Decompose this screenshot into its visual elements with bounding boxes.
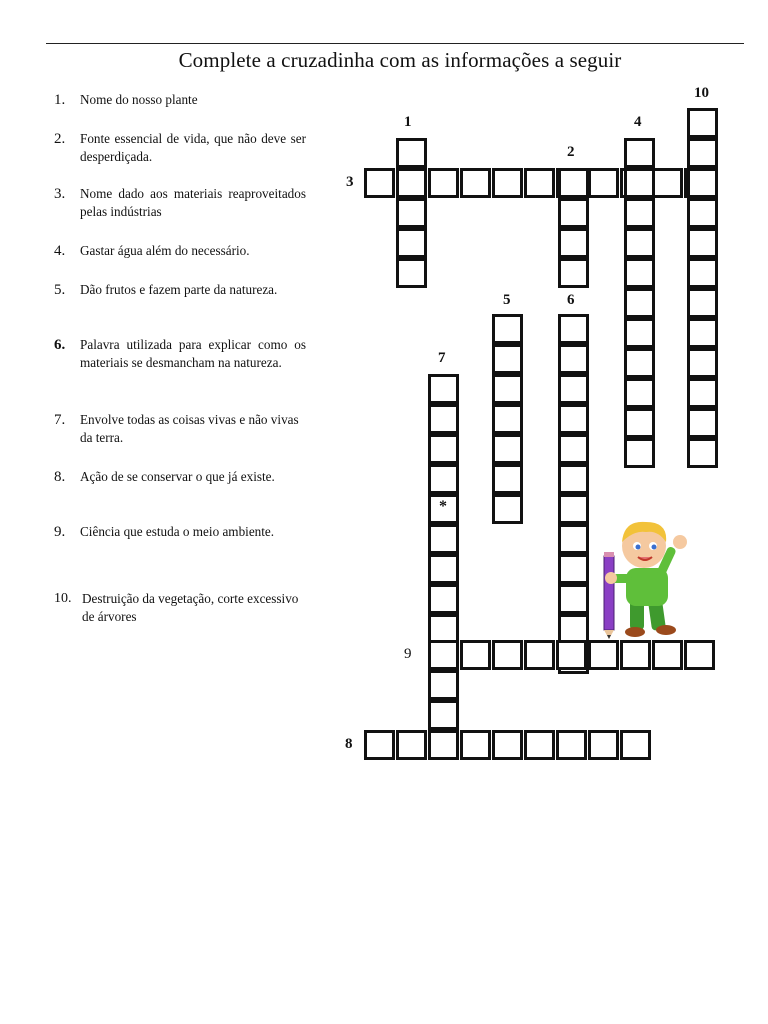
- crossword-cell-word-7-tail[interactable]: [428, 670, 459, 700]
- crossword-cell-word-10[interactable]: [687, 108, 718, 138]
- crossword-cell-word-9[interactable]: [620, 640, 651, 670]
- crossword-cell-word-3[interactable]: [364, 168, 395, 198]
- crossword-cell-word-6[interactable]: [558, 524, 589, 554]
- grid-number-2: 2: [567, 144, 575, 160]
- crossword-cell-word-10[interactable]: [687, 348, 718, 378]
- crossword-cell-word-8[interactable]: [396, 730, 427, 760]
- crossword-cell-word-8[interactable]: [556, 730, 587, 760]
- crossword-cell-word-6[interactable]: [558, 584, 589, 614]
- crossword-cell-word-8[interactable]: [588, 730, 619, 760]
- clue-text: Fonte essencial de vida, que não deve ser desperdiçada.: [80, 131, 306, 164]
- crossword-cell-word-4[interactable]: [624, 438, 655, 468]
- crossword-cell-word-1[interactable]: [396, 258, 427, 288]
- crossword-cell-word-3[interactable]: [524, 168, 555, 198]
- crossword-cell-word-6[interactable]: [558, 464, 589, 494]
- crossword-cell-word-8[interactable]: [428, 730, 459, 760]
- clue-number: 10.: [54, 591, 72, 606]
- grid-number-6: 6: [567, 292, 575, 308]
- crossword-cell-word-4[interactable]: [624, 318, 655, 348]
- crossword-cell-word-4[interactable]: [624, 198, 655, 228]
- crossword-cell-word-7[interactable]: [428, 464, 459, 494]
- clue-text: Destruição da vegetação, corte excessivo de árvores: [82, 591, 299, 624]
- crossword-cell-word-3[interactable]: [652, 168, 683, 198]
- crossword-cell-word-10[interactable]: [687, 288, 718, 318]
- crossword-cell-word-9[interactable]: [556, 640, 587, 670]
- crossword-cell-word-6[interactable]: [558, 374, 589, 404]
- clue-number: 2.: [54, 131, 66, 147]
- crossword-cell-word-5[interactable]: [492, 344, 523, 374]
- crossword-cell-word-5[interactable]: [492, 314, 523, 344]
- crossword-cell-word-6[interactable]: [558, 344, 589, 374]
- crossword-cell-word-9[interactable]: [428, 640, 459, 670]
- crossword-cell-word-9[interactable]: [684, 640, 715, 670]
- page-title: Complete a cruzadinha com as informações a seguir: [178, 48, 622, 72]
- clue-number: 5.: [54, 282, 66, 298]
- crossword-cell-word-10[interactable]: [687, 318, 718, 348]
- crossword-cell-word-5[interactable]: [492, 434, 523, 464]
- crossword-cell-word-8[interactable]: [492, 730, 523, 760]
- crossword-cell-word-10[interactable]: [687, 258, 718, 288]
- crossword-cell-word-3[interactable]: [588, 168, 619, 198]
- crossword-cell-word-3[interactable]: [460, 168, 491, 198]
- clue-number: 9.: [54, 524, 66, 540]
- clue-text: Ciência que estuda o meio ambiente.: [80, 524, 275, 539]
- crossword-cell-word-10[interactable]: [687, 408, 718, 438]
- crossword-cell-word-7-tail[interactable]: [428, 700, 459, 730]
- crossword-cell-word-10[interactable]: [687, 228, 718, 258]
- crossword-cell-word-9[interactable]: [524, 640, 555, 670]
- crossword-cell-word-10[interactable]: [687, 198, 718, 228]
- crossword-cell-word-7[interactable]: [428, 434, 459, 464]
- crossword-cell-word-5[interactable]: [492, 404, 523, 434]
- grid-number-9: 9: [404, 646, 412, 662]
- crossword-cell-word-6[interactable]: [558, 314, 589, 344]
- crossword-cell-word-6[interactable]: [558, 404, 589, 434]
- crossword-cell-word-8[interactable]: [364, 730, 395, 760]
- clue-text: Ação de se conservar o que já existe.: [80, 469, 275, 484]
- crossword-cell-word-10[interactable]: [687, 438, 718, 468]
- crossword-cell-word-8[interactable]: [460, 730, 491, 760]
- crossword-cell-word-6[interactable]: [558, 434, 589, 464]
- crossword-cell-word-3[interactable]: [428, 168, 459, 198]
- crossword-cell-word-1[interactable]: [396, 228, 427, 258]
- crossword-cell-word-4[interactable]: [624, 288, 655, 318]
- crossword-cell-word-4[interactable]: [624, 258, 655, 288]
- grid-number-8: 8: [345, 736, 353, 752]
- crossword-cell-word-2[interactable]: [558, 258, 589, 288]
- boy-with-pencil-icon: [600, 516, 700, 640]
- crossword-cell-word-5[interactable]: [492, 374, 523, 404]
- crossword-cell-word-1[interactable]: [396, 138, 427, 168]
- crossword-cell-word-6[interactable]: [558, 494, 589, 524]
- crossword-cell-word-10[interactable]: [687, 138, 718, 168]
- clue-number: 7.: [54, 412, 66, 428]
- grid-number-5: 5: [503, 292, 511, 308]
- crossword-cell-word-2[interactable]: [558, 168, 589, 198]
- crossword-cell-word-4[interactable]: [624, 138, 655, 168]
- crossword-cell-word-7[interactable]: [428, 584, 459, 614]
- crossword-cell-word-9[interactable]: [588, 640, 619, 670]
- crossword-cell-word-8[interactable]: [524, 730, 555, 760]
- clue-text: Palavra utilizada para explicar como os materiais se desmancham na natureza.: [80, 337, 306, 370]
- crossword-cell-word-4[interactable]: [624, 378, 655, 408]
- crossword-cell-word-6[interactable]: [558, 554, 589, 584]
- clue-text: Dão frutos e fazem parte da natureza.: [80, 282, 278, 297]
- crossword-cell-word-4[interactable]: [624, 348, 655, 378]
- crossword-cell-word-1[interactable]: [396, 198, 427, 228]
- crossword-cell-word-7[interactable]: [428, 374, 459, 404]
- crossword-cell-word-5[interactable]: [492, 494, 523, 524]
- clue-text: Gastar água além do necessário.: [80, 243, 250, 258]
- grid-number-4: 4: [634, 114, 642, 130]
- crossword-cell-word-3[interactable]: [492, 168, 523, 198]
- crossword-cell-word-2[interactable]: [558, 198, 589, 228]
- crossword-cell-word-7[interactable]: [428, 524, 459, 554]
- crossword-cell-word-4[interactable]: [624, 168, 655, 198]
- clue-number: 4.: [54, 243, 66, 259]
- crossword-cell-word-9[interactable]: [460, 640, 491, 670]
- clue-text: Nome dado aos materiais reaproveitados pelas indústrias: [80, 186, 306, 219]
- clue-text: Nome do nosso plante: [80, 92, 198, 107]
- marker-asterisk: *: [439, 498, 447, 515]
- grid-number-1: 1: [404, 114, 412, 130]
- crossword-cell-word-9[interactable]: [652, 640, 683, 670]
- grid-number-10: 10: [694, 85, 709, 101]
- crossword-cell-word-7[interactable]: [428, 404, 459, 434]
- crossword-cell-word-10[interactable]: [687, 378, 718, 408]
- crossword-cell-word-5[interactable]: [492, 464, 523, 494]
- crossword-cell-word-4[interactable]: [624, 408, 655, 438]
- crossword-cell-word-7[interactable]: [428, 554, 459, 584]
- crossword-cell-word-9[interactable]: [492, 640, 523, 670]
- crossword-cell-word-2[interactable]: [558, 228, 589, 258]
- crossword-cell-word-10[interactable]: [687, 168, 718, 198]
- clue-number: 3.: [54, 186, 66, 202]
- crossword-cell-word-3[interactable]: [396, 168, 427, 198]
- clue-number: 6.: [54, 337, 66, 353]
- crossword-cell-word-8[interactable]: [620, 730, 651, 760]
- clue-number: 8.: [54, 469, 66, 485]
- clue-number: 1.: [54, 92, 66, 108]
- crossword-cell-word-4[interactable]: [624, 228, 655, 258]
- grid-number-3: 3: [346, 174, 354, 190]
- grid-number-7: 7: [438, 350, 446, 366]
- clue-text: Envolve todas as coisas vivas e não vivas da terra.: [80, 412, 299, 445]
